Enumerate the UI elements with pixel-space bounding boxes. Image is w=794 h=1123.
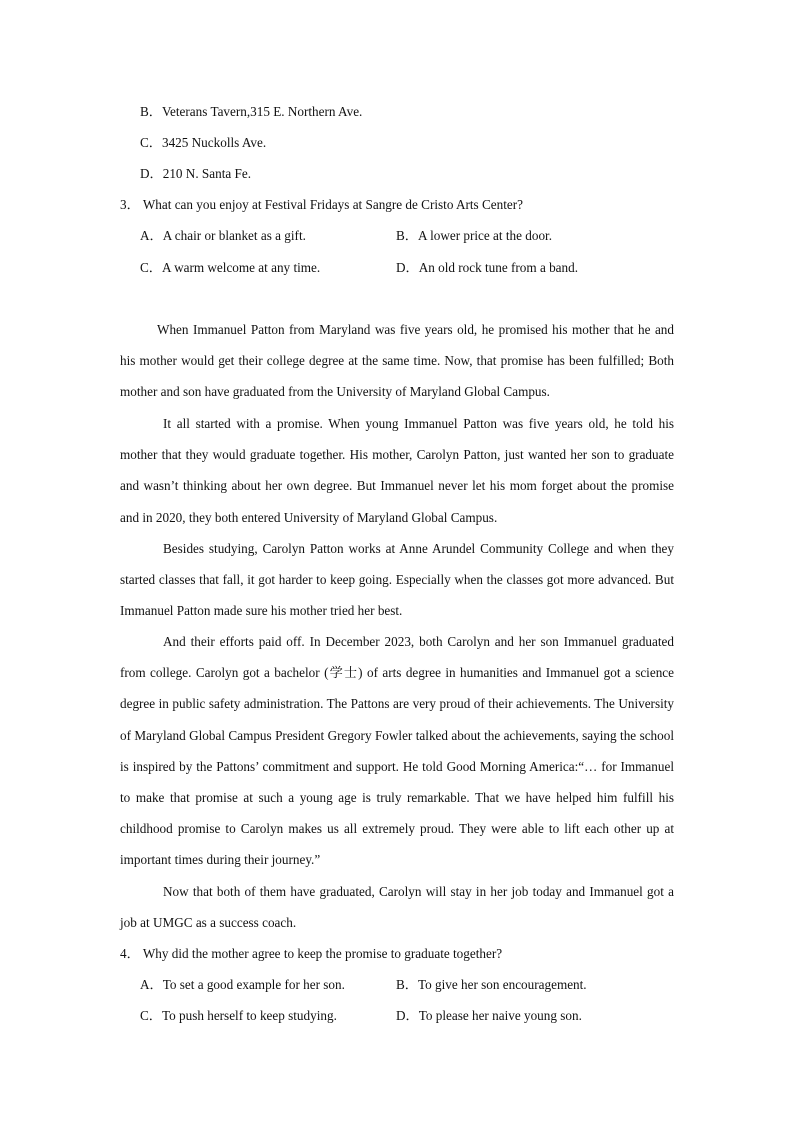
q4-question: 4． Why did the mother agree to keep the promise to graduate together? bbox=[120, 946, 503, 961]
option-text: Veterans Tavern,315 E. Northern Ave. bbox=[161, 104, 363, 119]
option-letter: D． bbox=[396, 1008, 419, 1023]
passage-paragraph-2: It all started with a promise. When young Immanuel Patton was five years old, he told his mother that they would graduate together. His mother, Carolyn Patton, just wanted her son to graduate and wasn’t thinking about her own degree. But Immanuel never let his mom forget about the promise and in 2020, they both entered University of Maryland Global Campus. bbox=[120, 416, 674, 525]
option-text: To set a good example for her son. bbox=[162, 977, 345, 992]
q2-option-b bbox=[140, 104, 362, 120]
q2-option-c bbox=[140, 135, 266, 151]
option-letter: D． bbox=[140, 166, 163, 181]
option-letter: A． bbox=[140, 977, 163, 992]
option-text: A lower price at the door. bbox=[417, 228, 553, 243]
option-letter: B． bbox=[140, 104, 162, 119]
q3-option-c bbox=[140, 260, 320, 276]
option-text: To give her son encouragement. bbox=[417, 977, 587, 992]
q3-option-a bbox=[140, 228, 306, 244]
option-text: 210 N. Santa Fe. bbox=[162, 166, 251, 181]
option-letter: D． bbox=[396, 260, 419, 275]
q4-option-a bbox=[140, 977, 345, 993]
option-text: A chair or blanket as a gift. bbox=[162, 228, 306, 243]
option-letter: B． bbox=[396, 977, 418, 992]
passage-paragraph-1: When Immanuel Patton from Maryland was five years old, he promised his mother that he and his mother would get their college degree at the same time. Now, that promise has been fulfilled; Both mother and son have graduated from the University of Maryland Global Campus. bbox=[120, 322, 674, 400]
passage-paragraph-5: Now that both of them have graduated, Carolyn will stay in her job today and Immanuel got a job at UMGC as a success coach. bbox=[120, 884, 674, 931]
option-text: 3425 Nuckolls Ave. bbox=[161, 135, 267, 150]
q3-question: 3． What can you enjoy at Festival Fridays at Sangre de Cristo Arts Center? bbox=[120, 197, 523, 212]
q4-option-c bbox=[140, 1008, 337, 1024]
option-text: A warm welcome at any time. bbox=[161, 260, 321, 275]
q3-option-b bbox=[396, 228, 552, 244]
option-text: An old rock tune from a band. bbox=[418, 260, 579, 275]
passage-paragraph-4: And their efforts paid off. In December 2023, both Carolyn and her son Immanuel graduated from college. Carolyn got a bachelor (学士) of arts degree in humanities and Immanuel got a science degree in public safety administration. The Pattons are very proud of their achievements. The University of Maryland Global Campus President Gregory Fowler talked about the achievements, saying the school is inspired by the Pattons’ commitment and support. He told Good Morning America:“… for Immanuel to make that promise at such a young age is truly remarkable. That we have helped him fulfill his childhood promise to Carolyn makes us all extremely proud. They were able to lift each other up at important times during their journey.” bbox=[120, 634, 674, 868]
q4-option-b bbox=[396, 977, 587, 993]
q2-option-d bbox=[140, 166, 251, 182]
option-text: To please her naive young son. bbox=[418, 1008, 582, 1023]
q3-option-d bbox=[396, 260, 578, 276]
option-letter: B． bbox=[396, 228, 418, 243]
passage-paragraph-3: Besides studying, Carolyn Patton works at Anne Arundel Community College and when they started classes that fall, it got harder to keep going. Especially when the classes got more advanced. But Immanuel Patton made sure his mother tried her best. bbox=[120, 541, 674, 619]
option-letter: C． bbox=[140, 260, 162, 275]
option-letter: C． bbox=[140, 135, 162, 150]
option-letter: A． bbox=[140, 228, 163, 243]
option-text: To push herself to keep studying. bbox=[161, 1008, 337, 1023]
q4-option-d bbox=[396, 1008, 582, 1024]
option-letter: C． bbox=[140, 1008, 162, 1023]
